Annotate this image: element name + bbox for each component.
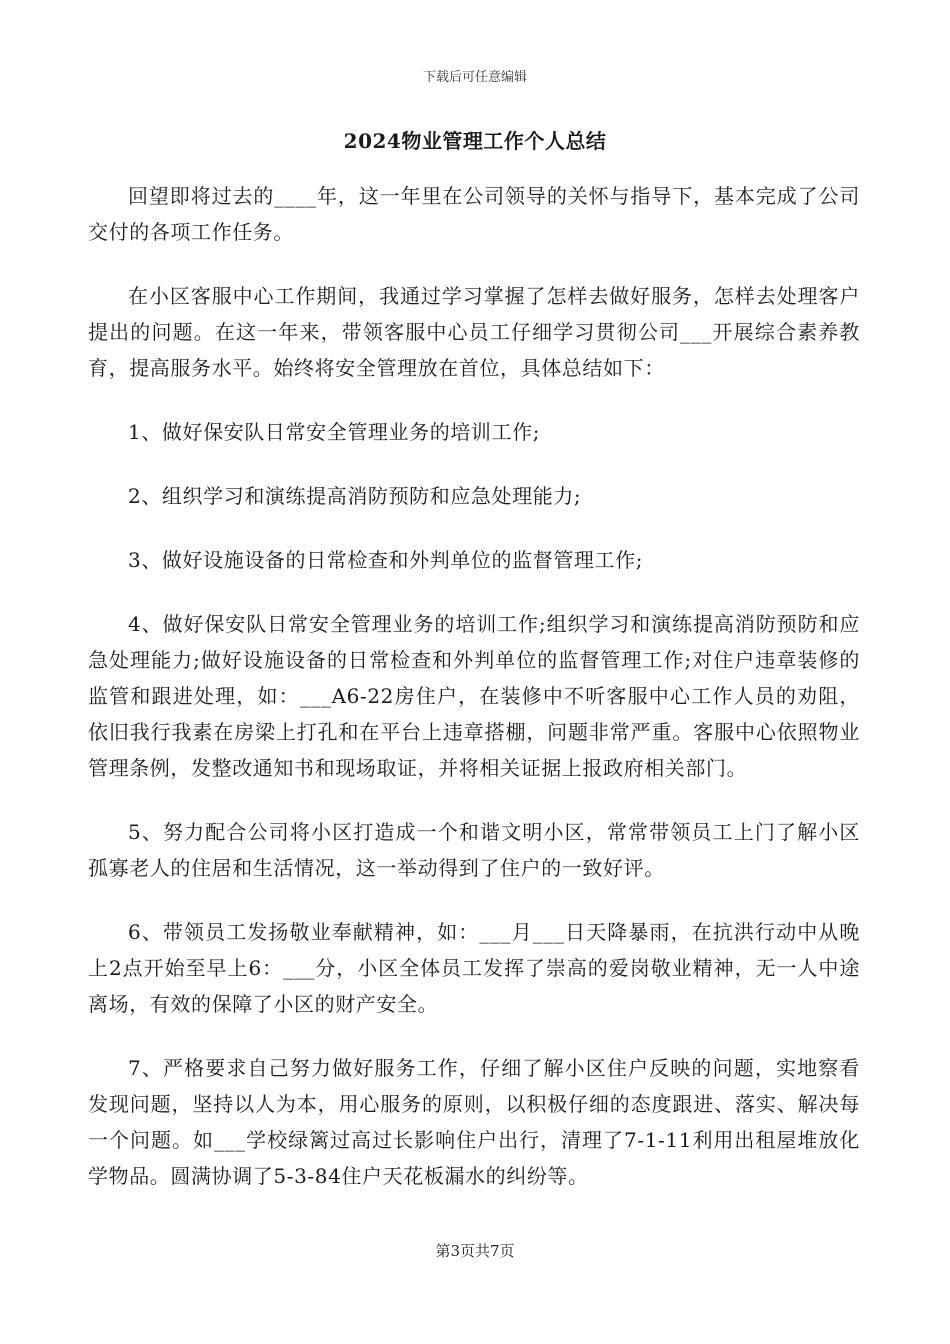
- list-item-2: 2、组织学习和演练提高消防预防和应急处理能力;: [128, 484, 582, 508]
- header-note: 下载后可任意编辑: [422, 70, 527, 85]
- document-body: [88, 178, 860, 1222]
- paragraph-intro: 回望即将过去的____年，这一年里在公司领导的关怀与指导下，基本完成了公司交付的各项工作任务。: [88, 184, 860, 244]
- page-number-footer: 第3页共7页: [435, 1242, 515, 1260]
- paragraph-overview: 在小区客服中心工作期间，我通过学习掌握了怎样去做好服务，怎样去处理客户提出的问题。在这一年来，带领客服中心员工仔细学习贯彻公司___开展综合素养教育，提高服务水平。始终将安全管理放在首位，具体总结如下：: [88, 284, 860, 380]
- list-item-7: 7、严格要求自己努力做好服务工作，仔细了解小区住户反映的问题，实地察看发现问题，坚持以人为本，用心服务的原则，以积极仔细的态度跟进、落实、解决每一个问题。如___学校绿篱过高过长影响住户出行，清理了7-1-11利用出租屋堆放化学物品。圆满协调了5-3-84住户天花板漏水的纠纷等。: [88, 1056, 860, 1188]
- document-title: 2024物业管理工作个人总结: [343, 129, 607, 153]
- list-item-5: 5、努力配合公司将小区打造成一个和谐文明小区，常常带领员工上门了解小区孤寡老人的住居和生活情况，这一举动得到了住户的一致好评。: [88, 820, 860, 880]
- list-item-4: 4、做好保安队日常安全管理业务的培训工作;组织学习和演练提高消防预防和应急处理能力;做好设施设备的日常检查和外判单位的监督管理工作;对住户违章装修的监管和跟进处理，如：___A6-22房住户，在装修中不听客服中心工作人员的劝阻，依旧我行我素在房梁上打孔和在平台上违章搭棚，问题非常严重。客服中心依照物业管理条例，发整改通知书和现场取证，并将相关证据上报政府相关部门。: [88, 612, 860, 780]
- list-item-6: 6、带领员工发扬敬业奉献精神，如：___月___日天降暴雨，在抗洪行动中从晚上2点开始至早上6：___分，小区全体员工发挥了崇高的爱岗敬业精神，无一人中途离场，有效的保障了小区的财产安全。: [88, 920, 860, 1016]
- list-item-3: 3、做好设施设备的日常检查和外判单位的监督管理工作;: [128, 548, 644, 572]
- list-item-1: 1、做好保安队日常安全管理业务的培训工作;: [128, 420, 541, 444]
